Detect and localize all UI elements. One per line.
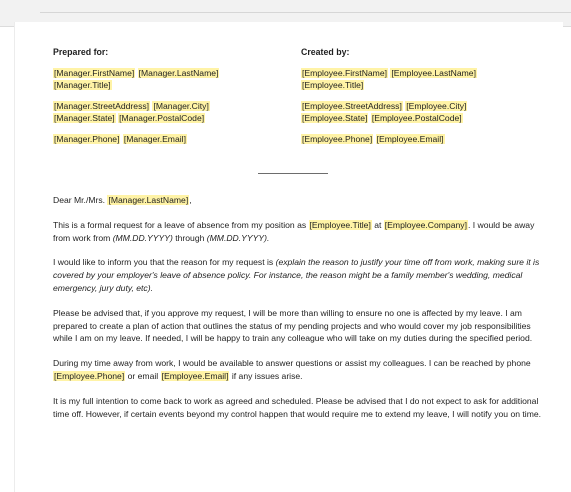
paragraph-availability [53, 357, 548, 383]
p1-employee-company-field[interactable]: [Employee.Company] [384, 219, 467, 230]
created-by-block [301, 46, 541, 154]
manager-phone-field[interactable]: [Manager.Phone] [54, 134, 120, 144]
employee-contact-group [301, 133, 541, 145]
manager-email-field[interactable]: [Manager.Email] [123, 134, 186, 144]
manager-postal-field[interactable]: [Manager.PostalCode] [119, 113, 205, 123]
p4-employee-email-field[interactable]: [Employee.Email] [161, 370, 229, 381]
manager-first-name-field[interactable]: [Manager.FirstName] [54, 68, 135, 78]
manager-street-field[interactable]: [Manager.StreetAddress] [54, 101, 150, 111]
p4-text-b: or email [127, 370, 159, 381]
manager-city-field[interactable]: [Manager.City] [153, 101, 209, 111]
employee-state-field[interactable]: [Employee.State] [302, 113, 368, 123]
manager-state-field[interactable]: [Manager.State] [54, 113, 115, 123]
employee-title-field[interactable]: [Employee.Title] [302, 80, 364, 90]
paragraph-plan: Please be advised that, if you approve my request, I will be more than willing to ensure no one is affected by my leave. I am prepared to create a plan of action that outlines the status of my pending projects and who would cover my job responsibilities while I am on my leave. If needed, I will be happy to train any colleague who will take on my duties during the specified period. [53, 307, 533, 344]
employee-city-field[interactable]: [Employee.City] [406, 101, 467, 111]
section-divider [258, 173, 328, 174]
manager-title-field[interactable]: [Manager.Title] [54, 80, 111, 90]
employee-address-group [301, 100, 541, 124]
manager-contact-group [53, 133, 273, 145]
p1-text-d: through [175, 232, 205, 243]
employee-email-field[interactable]: [Employee.Email] [376, 134, 444, 144]
p1-text-a: This is a formal request for a leave of absence from my position as [53, 219, 307, 230]
document-page [14, 22, 563, 492]
employee-first-name-field[interactable]: [Employee.FirstName] [302, 68, 388, 78]
p1-start-date: (MM.DD.YYYY) [112, 232, 173, 243]
salutation-prefix: Dear Mr./Mrs. [53, 195, 106, 205]
manager-address-group [53, 100, 273, 124]
employee-street-field[interactable]: [Employee.StreetAddress] [302, 101, 402, 111]
prepared-for-block [53, 46, 273, 154]
employee-phone-field[interactable]: [Employee.Phone] [302, 134, 373, 144]
manager-last-name-field[interactable]: [Manager.LastName] [138, 68, 219, 78]
paragraph-reason [53, 256, 548, 294]
p2-reason-instructions: (explain the reason to justify your time off from work, making sure it is covered by your employer's leave of absence policy. For instance, the reason might be a family member's wedding, medical emergency, jury duty, etc). [53, 257, 540, 293]
salutation-manager-last-name-field[interactable]: [Manager.LastName] [108, 195, 189, 205]
employee-last-name-field[interactable]: [Employee.LastName] [391, 68, 476, 78]
p4-employee-phone-field[interactable]: [Employee.Phone] [54, 370, 125, 381]
salutation [53, 194, 548, 207]
created-by-heading: Created by: [301, 47, 350, 57]
p2-text-a: I would like to inform you that the reason for my request is [53, 257, 274, 268]
p1-text-b: at [374, 219, 382, 230]
toolbar-divider [40, 12, 571, 13]
p1-end-date: (MM.DD.YYYY). [206, 232, 270, 243]
paragraph-request [53, 219, 548, 245]
employee-name-group [301, 67, 541, 91]
p1-text-c: . I would be away from work from [53, 219, 535, 243]
salutation-suffix: , [189, 195, 192, 205]
letter-body [53, 194, 548, 432]
p4-text-a: During my time away from work, I would be available to answer questions or assist my colleagues. I can be reached by phone [53, 358, 531, 369]
prepared-for-heading: Prepared for: [53, 47, 109, 57]
p4-text-c: if any issues arise. [231, 370, 303, 381]
p1-employee-title-field[interactable]: [Employee.Title] [309, 219, 371, 230]
manager-name-group [53, 67, 273, 91]
employee-postal-field[interactable]: [Employee.PostalCode] [371, 113, 462, 123]
paragraph-return: It is my full intention to come back to work as agreed and scheduled. Please be advised that I do not expect to ask for additional time off. However, if certain events beyond my control happen that would require me to extend my leave, I will notify you on time. [53, 395, 542, 419]
